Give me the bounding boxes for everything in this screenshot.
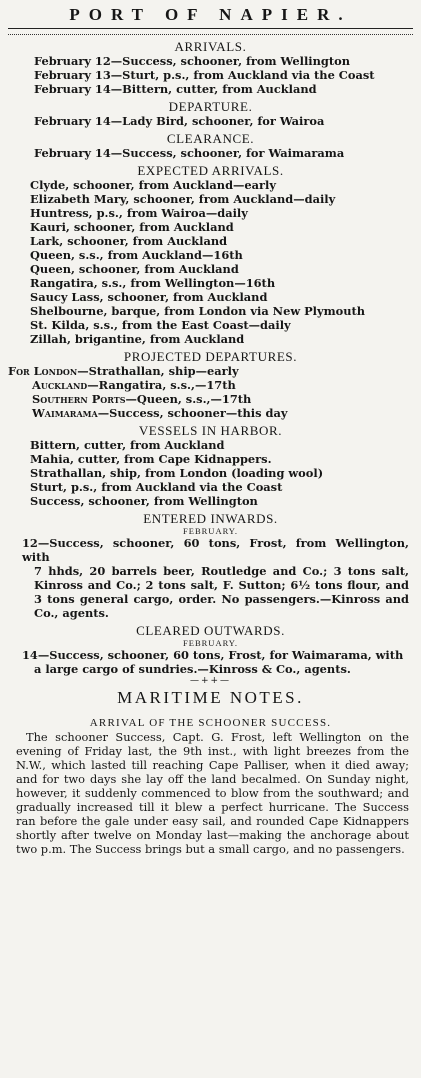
list-item: February 13—Sturt, p.s., from Auckland via the Coast	[34, 68, 375, 82]
list-item: Sturt, p.s., from Auckland via the Coast	[30, 480, 283, 494]
maritime-notes-heading: MARITIME NOTES.	[117, 688, 304, 707]
list-item: February 12—Success, schooner, from Wellington	[34, 54, 350, 68]
masthead-rule	[8, 28, 413, 35]
projected-departures-list	[8, 364, 413, 420]
destination-label: Waimarama	[32, 406, 98, 420]
list-item: Queen, s.s., from Auckland—16th	[30, 248, 243, 262]
clearance-heading: CLEARANCE.	[166, 131, 255, 146]
clearance-list	[8, 146, 413, 160]
list-item: Mahia, cutter, from Cape Kidnappers.	[30, 452, 272, 466]
departure-list	[8, 114, 413, 128]
article-paragraph: The schooner Success, Capt. G. Frost, left Wellington on the evening of Friday last, the 9th inst., with light breezes from the N.W., which lasted till reaching Cape Palliser, when it died away; and for two days she lay off the land becalmed. On Sunday night, however, it suddenly commenced to blow from the southward; and gradually increased till it blew a perfect hurricane. The Success ran before the gale under easy sail, and rounded Cape Kidnappers shortly after twelve on Monday last—making the anchorage about two p.m. The Success brings but a small cargo, and no passengers.	[16, 730, 409, 856]
arrivals-list	[8, 54, 413, 96]
expected-arrivals-list	[8, 178, 413, 346]
entered-inwards-entry	[8, 536, 413, 620]
masthead-title: PORT OF NAPIER.	[69, 5, 352, 24]
list-item: Lark, schooner, from Auckland	[30, 234, 228, 248]
article-heading: ARRIVAL OF THE SCHOONER SUCCESS.	[89, 717, 332, 729]
list-item: February 14—Success, schooner, for Waimarama	[34, 146, 345, 160]
list-item: Clyde, schooner, from Auckland—early	[30, 178, 276, 192]
list-item: For London—Strathallan, ship—early	[8, 364, 239, 378]
list-item: Queen, schooner, from Auckland	[30, 262, 239, 276]
list-item: February 14—Bittern, cutter, from Auckland	[34, 82, 317, 96]
destination-label: Auckland	[32, 378, 88, 392]
entry-first-line: 14—Success, schooner, 60 tons, Frost, for Waimarama, with	[22, 648, 404, 662]
entered-inwards-month: FEBRUARY.	[183, 526, 238, 536]
vessels-in-harbor-list	[8, 438, 413, 508]
entered-inwards-heading: ENTERED INWARDS.	[143, 511, 278, 526]
destination-label: Southern Ports	[32, 392, 126, 406]
vessels-in-harbor-heading: VESSELS IN HARBOR.	[138, 423, 283, 438]
list-item: February 14—Lady Bird, schooner, for Wairoa	[34, 114, 325, 128]
list-item: Shelbourne, barque, from London via New Plymouth	[30, 304, 366, 318]
cleared-outwards-month: FEBRUARY.	[183, 638, 238, 648]
list-item: St. Kilda, s.s., from the East Coast—daily	[30, 318, 291, 332]
list-item: Strathallan, ship, from London (loading wool)	[30, 466, 324, 480]
list-item: Saucy Lass, schooner, from Auckland	[30, 290, 268, 304]
entry-body: 7 hhds, 20 barrels beer, Routledge and Co.; 3 tons salt, Kinross and Co.; 2 tons salt, F. Sutton; 6½ tons flour, and 3 tons general cargo, order. No passengers.—Kinross and Co., agents.	[34, 564, 409, 620]
cleared-outwards-entry	[8, 648, 413, 676]
list-item: Auckland—Rangatira, s.s.,—17th	[32, 378, 236, 392]
entry-body: a large cargo of sundries.—Kinross & Co., agents.	[34, 662, 351, 676]
list-item: Rangatira, s.s., from Wellington—16th	[30, 276, 276, 290]
destination-label: For London	[8, 364, 78, 378]
list-item: Zillah, brigantine, from Auckland	[30, 332, 245, 346]
list-item: Elizabeth Mary, schooner, from Auckland—daily	[30, 192, 336, 206]
projected-departures-heading: PROJECTED DEPARTURES.	[123, 349, 298, 364]
cleared-outwards-heading: CLEARED OUTWARDS.	[136, 623, 285, 638]
section-divider: —++—	[189, 676, 232, 686]
arrivals-heading: ARRIVALS.	[174, 39, 247, 54]
list-item: Kauri, schooner, from Auckland	[30, 220, 234, 234]
list-item: Huntress, p.s., from Wairoa—daily	[30, 206, 248, 220]
list-item: Success, schooner, from Wellington	[30, 494, 258, 508]
expected-arrivals-heading: EXPECTED ARRIVALS.	[137, 163, 284, 178]
departure-heading: DEPARTURE.	[168, 99, 253, 114]
list-item: Waimarama—Success, schooner—this day	[32, 406, 288, 420]
list-item: Bittern, cutter, from Auckland	[30, 438, 225, 452]
list-item: Southern Ports—Queen, s.s.,—17th	[32, 392, 252, 406]
article-body	[8, 730, 413, 856]
entry-first-line: 12—Success, schooner, 60 tons, Frost, from Wellington, with	[22, 536, 409, 564]
